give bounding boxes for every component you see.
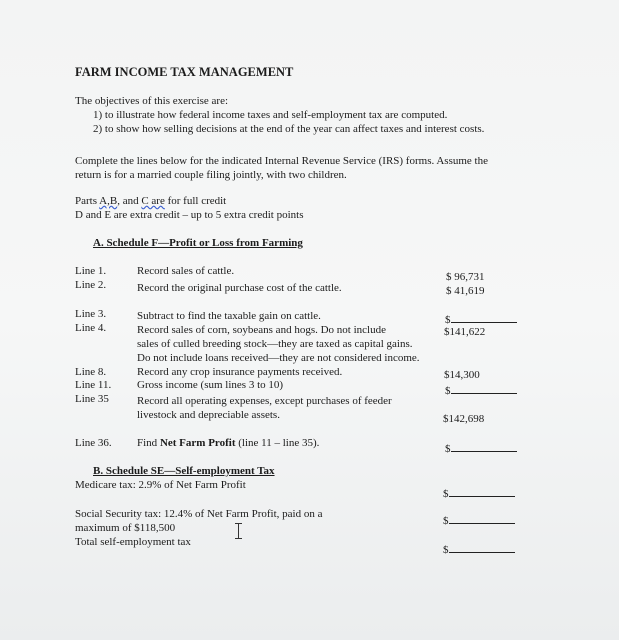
document-title: FARM INCOME TAX MANAGEMENT [75,65,294,79]
row-amount: $ [445,385,451,397]
row-text: Record any crop insurance payments received. [137,366,343,378]
row-amount: $ [445,443,451,455]
answer-blank[interactable] [449,514,515,524]
answer-blank[interactable] [449,543,515,553]
section-a-heading: A. Schedule F—Profit or Loss from Farming [93,237,303,249]
row-label: Line 11. [75,379,112,391]
row-text: Record sales of corn, soybeans and hogs. Do not include [137,324,386,336]
answer-blank[interactable] [451,384,517,394]
row-text: livestock and depreciable assets. [137,409,280,421]
objective-item-2: 2) to show how selling decisions at the end of the year can affect taxes and interest costs. [93,123,485,135]
objective-item-1: 1) to illustrate how federal income taxes and self-employment tax are computed. [93,109,448,121]
answer-blank[interactable] [451,442,517,452]
row-text: Subtract to find the taxable gain on cattle. [137,310,321,322]
row-amount: $ [443,515,449,527]
medicare-text: Medicare tax: 2.9% of Net Farm Profit [75,479,246,491]
row-label: Line 3. [75,308,107,320]
credit-mid: , and [117,195,142,207]
instructions-line-2: return is for a married couple filing jointly, with two children. [75,169,347,181]
row-amount: $14,300 [444,369,480,381]
social-security-line-1: Social Security tax: 12.4% of Net Farm Profit, paid on a [75,508,323,520]
social-security-amount-field[interactable] [443,514,515,527]
text-cursor-icon [235,523,242,539]
social-security-line-2: maximum of $118,500 [75,522,176,534]
line-3-amount-field[interactable] [445,313,517,326]
medicare-amount-field[interactable] [443,487,515,500]
row-label: Line 1. [75,265,107,277]
credit-c-are: C are [141,195,165,207]
credit-suffix: for full credit [164,195,227,207]
line-36-amount-field[interactable] [445,442,517,455]
credit-line-2: D and E are extra credit – up to 5 extra credit points [75,209,304,221]
instructions-line-1: Complete the lines below for the indicated Internal Revenue Service (IRS) forms. Assume the [75,155,488,167]
total-se-tax-text: Total self-employment tax [75,536,191,548]
row-amount: $ [445,314,451,326]
answer-blank[interactable] [451,313,517,323]
row-text: sales of culled breeding stock—they are taxed as capital gains. [137,338,413,350]
row-amount: $ 96,731 [446,271,485,283]
row-label: Line 36. [75,437,112,449]
row-amount: $142,698 [443,413,485,425]
row-text: Record sales of cattle. [137,265,235,277]
objectives-intro: The objectives of this exercise are: [75,95,229,107]
row-amount: $ [443,488,449,500]
credit-line-1 [75,196,226,207]
row-amount: $141,622 [444,326,486,338]
row-label: Line 4. [75,322,107,334]
row-label: Line 2. [75,279,107,291]
total-se-tax-amount-field[interactable] [443,543,515,556]
row-label: Line 8. [75,366,107,378]
row-label: Line 35 [75,393,109,405]
answer-blank[interactable] [449,487,515,497]
net-farm-profit-label: Net Farm Profit [159,437,236,449]
row-text: Record the original purchase cost of the cattle. [137,282,342,294]
credit-parts-ab: A,B [99,195,118,207]
line-36-prefix: Find [137,437,160,449]
row-text: Record all operating expenses, except purchases of feeder [137,395,392,407]
line-36-text [137,438,319,449]
line-36-suffix: (line 11 – line 35). [235,437,320,449]
line-11-amount-field[interactable] [445,384,517,397]
row-text: Gross income (sum lines 3 to 10) [137,379,284,391]
credit-prefix: Parts [75,195,100,207]
section-b-heading: B. Schedule SE—Self-employment Tax [93,465,275,477]
row-amount: $ 41,619 [446,285,485,297]
row-amount: $ [443,544,449,556]
row-text: Do not include loans received—they are not considered income. [137,352,420,364]
